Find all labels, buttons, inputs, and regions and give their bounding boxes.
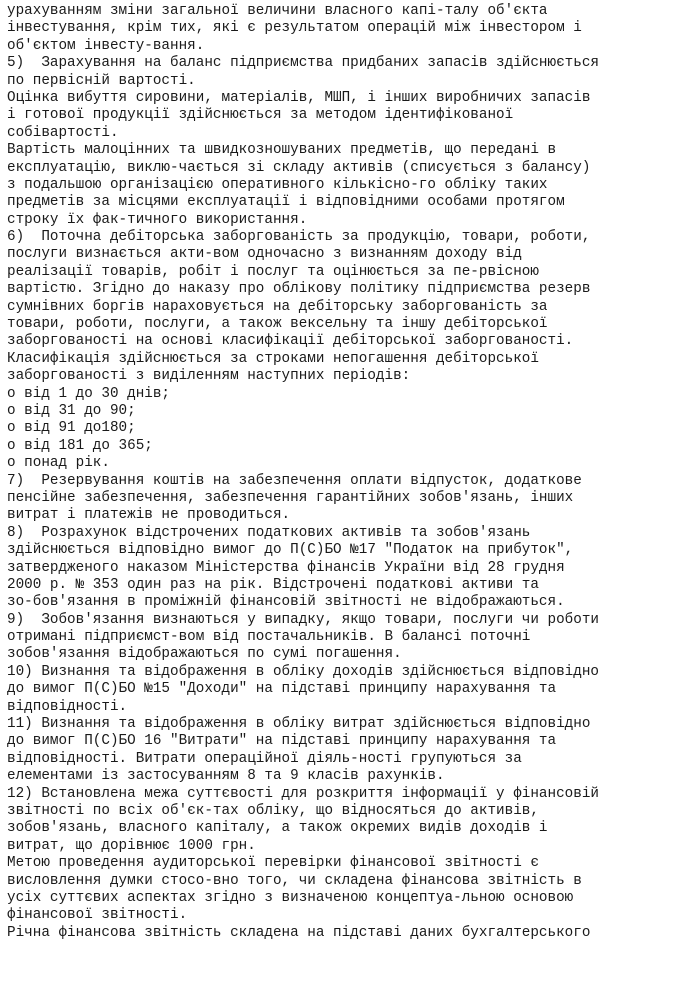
text-line: Оцінка вибуття сировини, матеріалів, МШП, і інших виробничих запасів [7,89,591,106]
text-line: затвердженого наказом Міністерства фінансів України від 28 грудня [7,559,565,576]
text-line: по первісній вартості. [7,72,196,89]
document-page [7,3,697,942]
text-line: висловлення думки стосо-вно того, чи складена фінансова звітність в [7,872,582,889]
text-line: реалізації товарів, робіт і послуг та оцінюється за пе-рвісною [7,263,539,280]
text-line: урахуванням зміни загальної величини власного капі-талу об'єкта [7,3,548,19]
text-line: звітності по всіх об'єк-тах обліку, що відносяться до активів, [7,802,539,819]
text-line: заборгованості з виділенням наступних періодів: [7,368,411,385]
text-line: сумнівних боргів нараховується на дебіторську заборгованість за [7,298,548,315]
text-line: експлуатацію, виклю-чається зі складу активів (списується з балансу) [7,159,591,176]
text-line: витрат, що дорівнює 1000 грн. [7,837,256,854]
text-line: 5) Зарахування на баланс підприємства придбаних запасів здійснюється [7,55,599,72]
text-line: отримані підприємст-вом від постачальників. В балансі поточні [7,629,531,646]
text-line: витрат і платежів не проводиться. [7,507,291,524]
text-line: елементами із застосуванням 8 та 9 класів рахунків. [7,768,445,785]
text-line: 7) Резервування коштів на забезпечення оплати відпусток, додаткове [7,472,582,489]
text-line: Метою проведення аудиторської перевірки фінансової звітності є [7,855,539,872]
text-line: 2000 р. № 353 один раз на рік. Відстрочені податкові активи та [7,576,539,593]
text-line: усіх суттєвих аспектах згідно з визначеною концептуа-льною основою [7,889,574,906]
text-line: собівартості. [7,124,119,141]
text-line: 11) Визнання та відображення в обліку витрат здійснюється відповідно [7,716,591,733]
text-line: предметів за місцями експлуатації і відповідними особами протягом [7,194,565,211]
text-line: відповідності. Витрати операційної діяль-ності групуються за [7,750,522,767]
text-line: о від 181 до 365; [7,437,153,454]
text-line: 10) Визнання та відображення в обліку доходів здійснюється відповідно [7,663,599,680]
text-line: послуги визнається акти-вом одночасно з визнанням доходу від [7,246,522,263]
text-line: до вимог П(С)БО 16 "Витрати" на підставі принципу нарахування та [7,733,557,750]
text-line: зобов'язання відображаються по сумі погашення. [7,646,402,663]
text-line: строку їх фак-тичного використання. [7,211,308,228]
text-line: і готової продукції здійснюється за методом ідентифікованої [7,107,514,124]
text-line: вартістю. Згідно до наказу про облікову політику підприємства резерв [7,281,591,298]
text-line: о від 91 до180; [7,420,136,437]
text-line: зобов'язань, власного капіталу, а також окремих видів доходів і [7,820,548,837]
text-line: о понад рік. [7,455,110,472]
text-line: фінансової звітності. [7,907,188,924]
text-line: зо-бов'язання в проміжній фінансовій звітності не відображаються. [7,594,565,611]
text-line: о від 1 до 30 днів; [7,385,171,402]
text-line: Річна фінансова звітність складена на підставі даних бухгалтерського [7,924,591,941]
text-line: Класифікація здійснюється за строками непогашення дебіторської [7,350,539,367]
text-line: з подальшою організацією оперативного кількісно-го обліку таких [7,176,548,193]
text-line: пенсійне забезпечення, забезпечення гарантійних зобов'язань, інших [7,489,574,506]
text-line: інвестування, крім тих, які є результатом операцій між інвестором і [7,20,582,37]
text-line: 6) Поточна дебіторська заборгованість за продукцію, товари, роботи, [7,229,591,246]
text-line: 9) Зобов'язання визнаються у випадку, якщо товари, послуги чи роботи [7,611,599,628]
text-line: об'єктом інвесту-вання. [7,37,205,54]
text-line: здійснюється відповідно вимог до П(С)БО №17 "Податок на прибуток", [7,542,574,559]
text-line: 8) Розрахунок відстрочених податкових активів та зобов'язань [7,524,531,541]
text-line: товари, роботи, послуги, а також вексельну та іншу дебіторської [7,316,548,333]
text-line: Вартість малоцінних та швидкозношуваних предметів, що передані в [7,142,557,159]
text-line: до вимог П(С)БО №15 "Доходи" на підставі принципу нарахування та [7,681,557,698]
text-line: відповідності. [7,698,128,715]
text-line: о від 31 до 90; [7,402,136,419]
text-line: заборгованості на основі класифікації дебіторської заборгованості. [7,333,574,350]
text-line: 12) Встановлена межа суттєвості для розкриття інформації у фінансовій [7,785,599,802]
